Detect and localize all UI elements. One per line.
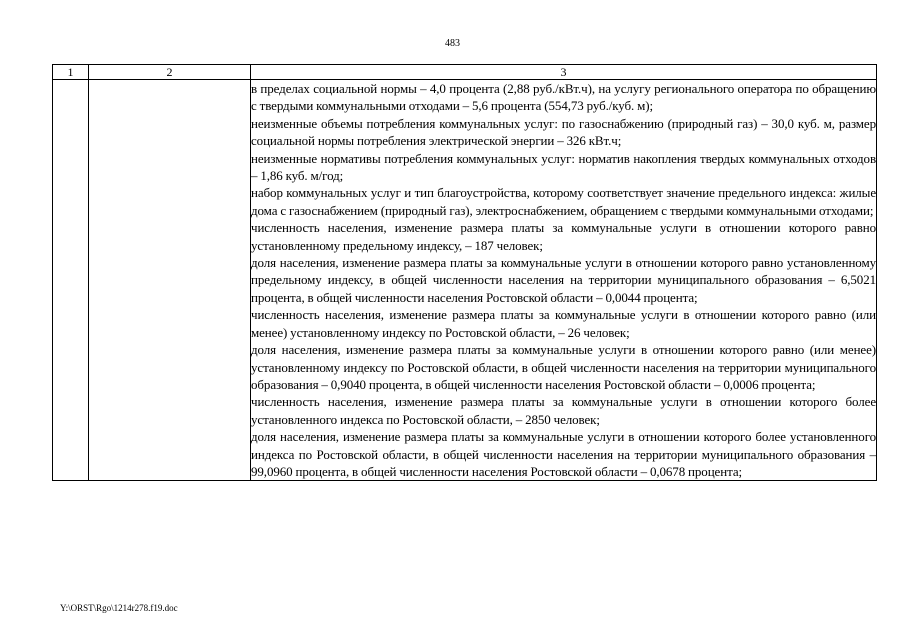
cell-column-2 <box>89 80 251 481</box>
table-row <box>53 80 877 481</box>
document-table <box>52 64 877 481</box>
paragraph: неизменные нормативы потребления коммунальных услуг: норматив накопления твердых коммунальных отходов – 1,86 куб. м/год; <box>251 150 876 184</box>
paragraph: в пределах социальной нормы – 4,0 процента (2,88 руб./кВт.ч), на услугу регионального оператора по обращению с твердыми коммунальными отходами – 5,6 процента (554,73 руб./куб. м); <box>251 81 876 114</box>
paragraph: неизменные объемы потребления коммунальных услуг: по газоснабжению (природный газ) – 30,0 куб. м, размер социальной нормы потребления электрической энергии – 326 кВт.ч; <box>251 115 876 149</box>
table-header-row <box>53 65 877 80</box>
cell-column-3 <box>251 80 877 481</box>
cell-column-1 <box>53 80 89 481</box>
paragraph: численность населения, изменение размера платы за коммунальные услуги в отношении которого равно установленному предельному индексу, – 187 человек; <box>251 220 876 253</box>
paragraph: набор коммунальных услуг и тип благоустройства, которому соответствует значение предельного индекса: жилые дома с газоснабжением (природный газ), электроснабжением, обращением с твердыми коммунальными отходами; <box>251 185 876 218</box>
column-header-3: 3 <box>251 65 877 80</box>
footer-file-path: Y:\ORST\Rgo\1214r278.f19.doc <box>60 603 178 613</box>
paragraph: доля населения, изменение размера платы за коммунальные услуги в отношении которого равно установленному предельному индексу, в общей численности населения на территории муниципального образования – 6,5021 процента, в общей численности населения Ростовской области – 0,0044 процента; <box>251 255 876 305</box>
column-header-2: 2 <box>89 65 251 80</box>
page-number: 483 <box>445 38 460 49</box>
paragraph: численность населения, изменение размера платы за коммунальные услуги в отношении которого равно (или менее) установленному индексу по Ростовской области, – 26 человек; <box>251 307 876 340</box>
paragraph: доля населения, изменение размера платы за коммунальные услуги в отношении которого более установленного индекса по Ростовской области, в общей численности населения на территории муниципального образования – 99,0960 процента, в общей численности населения Ростовской области – 0,0678 процента; <box>251 429 876 479</box>
paragraph: численность населения, изменение размера платы за коммунальные услуги в отношении которого более установленного индекса по Ростовской области, – 2850 человек; <box>251 394 876 427</box>
column-header-1: 1 <box>53 65 89 80</box>
paragraph: доля населения, изменение размера платы за коммунальные услуги в отношении которого равно (или менее) установленному индексу по Ростовской области, в общей численности населения на территории муниципального образования – 0,9040 процента, в общей численности населения Ростовской области – 0,0006 процента; <box>251 342 876 392</box>
